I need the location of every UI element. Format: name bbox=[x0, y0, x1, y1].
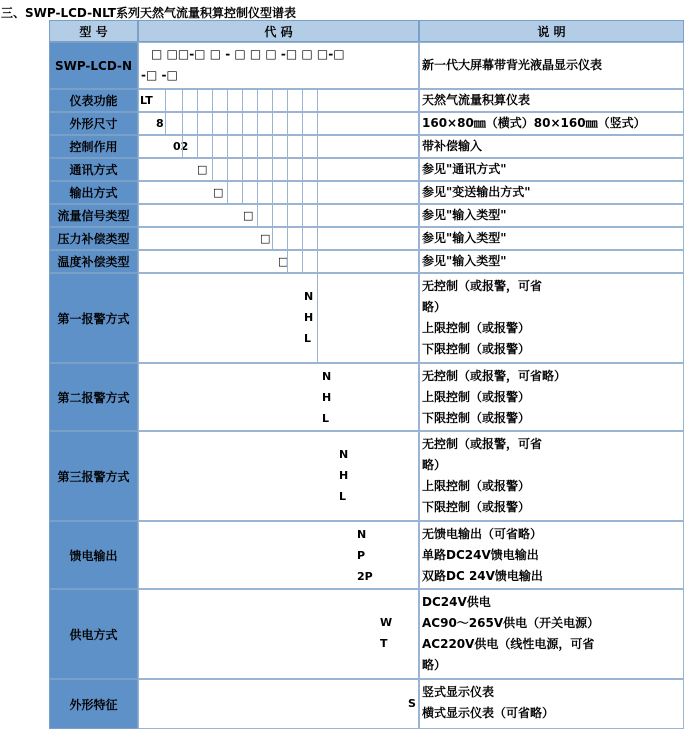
group-desc-line: 无控制（或报警，可省 bbox=[422, 437, 543, 451]
group-desc-line: 竖式显示仪表 bbox=[422, 685, 495, 699]
header-desc: 说 明 bbox=[419, 20, 684, 42]
row-code-cell-3 bbox=[138, 158, 419, 181]
row-grid-line bbox=[242, 112, 243, 135]
row-code-cell-1 bbox=[138, 112, 419, 135]
group-label-3: 馈电输出 bbox=[49, 521, 138, 589]
group-desc-line: 上限控制（或报警） bbox=[422, 390, 531, 404]
group-desc-0 bbox=[419, 273, 684, 363]
row-grid-line bbox=[317, 181, 318, 204]
row-grid-line bbox=[272, 227, 273, 250]
group-desc-line: 单路DC24V馈电输出 bbox=[422, 548, 539, 562]
row-grid-line bbox=[287, 204, 288, 227]
row-grid-line bbox=[287, 89, 288, 112]
group-code-1-1: H bbox=[322, 391, 332, 404]
group-desc-3 bbox=[419, 521, 684, 589]
group-desc-line: 无控制（或报警，可省 bbox=[422, 279, 543, 293]
row-grid-line bbox=[302, 204, 303, 227]
group-desc-line: DC24V供电 bbox=[422, 595, 491, 609]
row-desc-6: 参见"输入类型" bbox=[419, 227, 684, 250]
row-code-cell-6 bbox=[138, 227, 419, 250]
row-grid-line bbox=[302, 89, 303, 112]
row-code-4: □ bbox=[213, 186, 224, 199]
row-grid-line bbox=[272, 89, 273, 112]
row-desc-7: 参见"输入类型" bbox=[419, 250, 684, 273]
group-label-1: 第二报警方式 bbox=[49, 363, 138, 431]
group-grid-line bbox=[317, 273, 318, 363]
row-grid-line bbox=[182, 135, 183, 158]
row-code-3: □ bbox=[197, 163, 208, 176]
row-grid-line bbox=[302, 227, 303, 250]
group-code-1-2: L bbox=[322, 412, 330, 425]
row-grid-line bbox=[317, 89, 318, 112]
model-code-line-1: □ □□-□ □ - □ □ □ -□ □ □-□ bbox=[151, 47, 345, 61]
group-code-cell-5 bbox=[138, 679, 419, 729]
row-grid-line bbox=[302, 181, 303, 204]
row-grid-line bbox=[287, 135, 288, 158]
row-grid-line bbox=[302, 135, 303, 158]
page-title: 三、SWP-LCD-NLT系列天然气流量积算控制仪型谱表 bbox=[1, 6, 296, 20]
group-desc-line: 双路DC 24V馈电输出 bbox=[422, 569, 543, 583]
row-desc-5: 参见"输入类型" bbox=[419, 204, 684, 227]
row-grid-line bbox=[287, 158, 288, 181]
group-code-0-1: H bbox=[304, 310, 314, 324]
group-label-5: 外形特征 bbox=[49, 679, 138, 729]
group-code-3-1: P bbox=[357, 549, 366, 562]
group-code-5-0: S bbox=[408, 696, 416, 710]
row-desc-3: 参见"通讯方式" bbox=[419, 158, 684, 181]
group-code-3-0: N bbox=[357, 528, 367, 541]
group-desc-5 bbox=[419, 679, 684, 729]
group-desc-line: 上限控制（或报警） bbox=[422, 479, 531, 493]
row-code-2: 02 bbox=[173, 140, 189, 153]
row-code-5: □ bbox=[243, 209, 254, 222]
group-label-0: 第一报警方式 bbox=[49, 273, 138, 363]
row-code-6: □ bbox=[260, 232, 271, 245]
group-desc-line: 横式显示仪表（可省略） bbox=[422, 706, 555, 720]
row-grid-line bbox=[257, 204, 258, 227]
group-desc-line: 略） bbox=[422, 658, 447, 672]
group-code-4-1: T bbox=[380, 637, 388, 650]
group-code-cell-1 bbox=[138, 363, 419, 431]
row-label-0: 仪表功能 bbox=[49, 89, 138, 112]
group-desc-line: 无控制（或报警，可省略） bbox=[422, 369, 567, 383]
group-code-2-2: L bbox=[339, 489, 347, 503]
row-code-cell-0 bbox=[138, 89, 419, 112]
group-desc-1 bbox=[419, 363, 684, 431]
row-grid-line bbox=[317, 135, 318, 158]
row-grid-line bbox=[317, 158, 318, 181]
group-code-0-2: L bbox=[304, 331, 312, 345]
row-grid-line bbox=[242, 89, 243, 112]
row-label-5: 流量信号类型 bbox=[49, 204, 138, 227]
group-code-cell-0 bbox=[138, 273, 419, 363]
group-desc-line: 下限控制（或报警） bbox=[422, 411, 531, 425]
model-code-cell bbox=[138, 42, 419, 89]
row-grid-line bbox=[257, 135, 258, 158]
row-grid-line bbox=[272, 158, 273, 181]
row-label-4: 输出方式 bbox=[49, 181, 138, 204]
row-code-cell-4 bbox=[138, 181, 419, 204]
row-grid-line bbox=[272, 204, 273, 227]
row-grid-line bbox=[257, 89, 258, 112]
group-code-2-1: H bbox=[339, 468, 349, 482]
row-grid-line bbox=[227, 181, 228, 204]
row-grid-line bbox=[302, 158, 303, 181]
row-grid-line bbox=[317, 204, 318, 227]
row-desc-4: 参见"变送输出方式" bbox=[419, 181, 684, 204]
group-code-3-2: 2P bbox=[357, 570, 373, 583]
group-desc-line: AC220V供电（线性电源，可省 bbox=[422, 637, 595, 651]
row-grid-line bbox=[182, 112, 183, 135]
row-label-3: 通讯方式 bbox=[49, 158, 138, 181]
group-desc-line: 略） bbox=[422, 300, 447, 314]
group-desc-2 bbox=[419, 431, 684, 521]
group-code-cell-3 bbox=[138, 521, 419, 589]
model-desc: 新一代大屏幕带背光液晶显示仪表 bbox=[419, 42, 684, 89]
row-code-cell-5 bbox=[138, 204, 419, 227]
row-grid-line bbox=[212, 158, 213, 181]
row-desc-2: 带补偿输入 bbox=[419, 135, 684, 158]
row-label-1: 外形尺寸 bbox=[49, 112, 138, 135]
row-grid-line bbox=[165, 112, 166, 135]
group-code-0-0: N bbox=[304, 289, 314, 303]
row-grid-line bbox=[302, 250, 303, 273]
row-grid-line bbox=[287, 250, 288, 273]
group-desc-4 bbox=[419, 589, 684, 679]
group-desc-line: 略） bbox=[422, 458, 447, 472]
row-grid-line bbox=[227, 158, 228, 181]
group-code-cell-2 bbox=[138, 431, 419, 521]
row-grid-line bbox=[317, 250, 318, 273]
group-code-2-0: N bbox=[339, 447, 349, 461]
row-desc-1: 160×80㎜（横式）80×160㎜（竖式） bbox=[419, 112, 684, 135]
row-grid-line bbox=[227, 112, 228, 135]
group-label-4: 供电方式 bbox=[49, 589, 138, 679]
row-grid-line bbox=[212, 135, 213, 158]
row-grid-line bbox=[242, 158, 243, 181]
row-code-7: □ bbox=[278, 255, 289, 268]
row-grid-line bbox=[212, 89, 213, 112]
row-grid-line bbox=[227, 89, 228, 112]
group-desc-line: 下限控制（或报警） bbox=[422, 500, 531, 514]
row-grid-line bbox=[317, 227, 318, 250]
row-label-2: 控制作用 bbox=[49, 135, 138, 158]
row-grid-line bbox=[287, 227, 288, 250]
row-desc-0: 天然气流量积算仪表 bbox=[419, 89, 684, 112]
group-desc-line: 上限控制（或报警） bbox=[422, 321, 531, 335]
model-label: SWP-LCD-N bbox=[49, 42, 138, 89]
row-grid-line bbox=[287, 112, 288, 135]
row-grid-line bbox=[212, 112, 213, 135]
row-grid-line bbox=[197, 112, 198, 135]
group-desc-line: AC90～265V供电（开关电源） bbox=[422, 616, 600, 630]
group-code-4-0: W bbox=[380, 616, 393, 629]
header-code: 代 码 bbox=[138, 20, 419, 42]
model-code-line-2: -□ -□ bbox=[141, 68, 178, 82]
row-grid-line bbox=[182, 89, 183, 112]
row-code-0: LT bbox=[140, 94, 153, 107]
row-grid-line bbox=[317, 112, 318, 135]
row-grid-line bbox=[272, 112, 273, 135]
group-desc-line: 下限控制（或报警） bbox=[422, 342, 531, 356]
row-label-7: 温度补偿类型 bbox=[49, 250, 138, 273]
row-grid-line bbox=[165, 89, 166, 112]
row-grid-line bbox=[257, 181, 258, 204]
row-grid-line bbox=[242, 181, 243, 204]
row-grid-line bbox=[197, 135, 198, 158]
row-grid-line bbox=[287, 181, 288, 204]
row-grid-line bbox=[227, 135, 228, 158]
group-code-cell-4 bbox=[138, 589, 419, 679]
group-code-1-0: N bbox=[322, 370, 332, 383]
group-label-2: 第三报警方式 bbox=[49, 431, 138, 521]
row-grid-line bbox=[197, 89, 198, 112]
row-label-6: 压力补偿类型 bbox=[49, 227, 138, 250]
row-grid-line bbox=[242, 135, 243, 158]
row-grid-line bbox=[272, 135, 273, 158]
row-grid-line bbox=[302, 112, 303, 135]
row-code-1: 8 bbox=[156, 117, 164, 130]
row-grid-line bbox=[272, 181, 273, 204]
row-grid-line bbox=[257, 112, 258, 135]
row-grid-line bbox=[257, 158, 258, 181]
header-model: 型 号 bbox=[49, 20, 138, 42]
group-desc-line: 无馈电输出（可省略） bbox=[422, 527, 543, 541]
